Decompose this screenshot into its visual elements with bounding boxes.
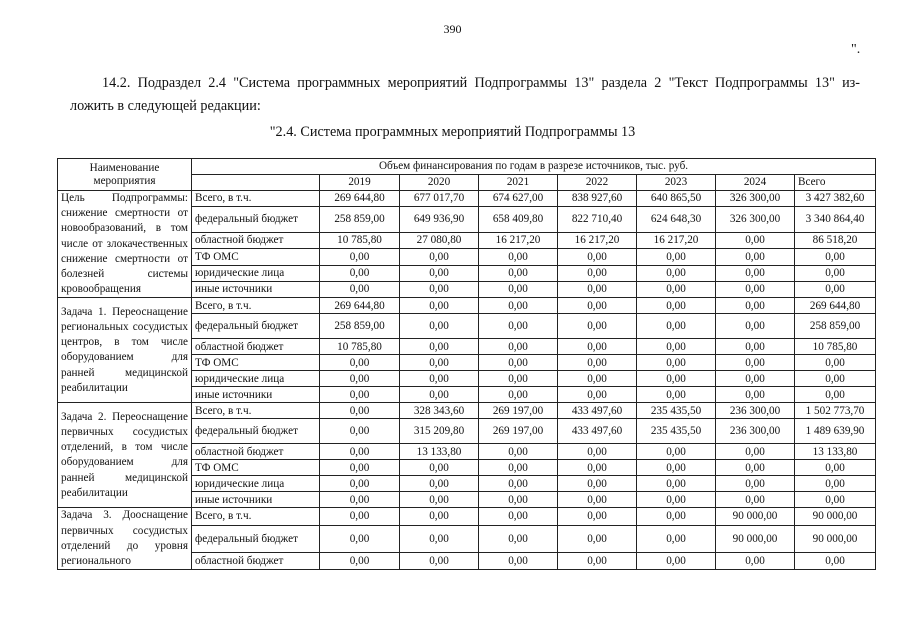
value-cell-2021: 0,00	[479, 552, 558, 569]
value-cell-Всего: 0,00	[795, 371, 876, 387]
value-cell-2022: 0,00	[558, 265, 637, 281]
value-cell-2020: 0,00	[400, 298, 479, 314]
value-cell-2023: 624 648,30	[637, 207, 716, 233]
funding-table	[57, 158, 876, 570]
table-row	[58, 298, 876, 314]
value-cell-2020: 0,00	[400, 282, 479, 298]
value-cell-2021: 0,00	[479, 476, 558, 492]
value-cell-2023: 16 217,20	[637, 232, 716, 248]
intro-line-1: 14.2. Подраздел 2.4 "Система программных мероприятий Подпрограммы 13" раздела 2 "Текст Подпрограммы 13" из-	[102, 75, 860, 91]
header-funding: Объем финансирования по годам в разрезе источников, тыс. руб.	[192, 159, 876, 175]
funding-source: юридические лица	[192, 265, 320, 281]
header-year-2023: 2023	[637, 175, 716, 191]
value-cell-2023: 0,00	[637, 355, 716, 371]
funding-source: ТФ ОМС	[192, 460, 320, 476]
value-cell-2022: 433 497,60	[558, 419, 637, 444]
value-cell-2020: 328 343,60	[400, 403, 479, 419]
funding-source: Всего, в т.ч.	[192, 191, 320, 207]
header-year-2020: 2020	[400, 175, 479, 191]
value-cell-2022: 0,00	[558, 314, 637, 339]
funding-source: областной бюджет	[192, 339, 320, 355]
value-cell-2021: 0,00	[479, 282, 558, 298]
value-cell-Всего: 90 000,00	[795, 508, 876, 525]
value-cell-2024: 326 300,00	[716, 207, 795, 233]
group-name: Задача 2. Переоснащение первичных сосудистых отделений, в том числе оборудованием для ранней медицинской реабилитации	[58, 403, 192, 508]
value-cell-2020: 315 209,80	[400, 419, 479, 444]
value-cell-2021: 0,00	[479, 508, 558, 525]
closing-quote: ".	[851, 42, 861, 57]
value-cell-2022: 0,00	[558, 387, 637, 403]
value-cell-2022: 0,00	[558, 339, 637, 355]
value-cell-2020: 0,00	[400, 265, 479, 281]
value-cell-2024: 236 300,00	[716, 403, 795, 419]
value-cell-Всего: 0,00	[795, 265, 876, 281]
header-year-2019: 2019	[320, 175, 400, 191]
funding-source: ТФ ОМС	[192, 249, 320, 265]
value-cell-2024: 0,00	[716, 476, 795, 492]
funding-source: Всего, в т.ч.	[192, 403, 320, 419]
value-cell-2024: 0,00	[716, 552, 795, 569]
value-cell-2020: 0,00	[400, 249, 479, 265]
value-cell-2021: 0,00	[479, 298, 558, 314]
value-cell-Всего: 0,00	[795, 492, 876, 508]
value-cell-2021: 0,00	[479, 387, 558, 403]
value-cell-2021: 0,00	[479, 339, 558, 355]
value-cell-2023: 640 865,50	[637, 191, 716, 207]
value-cell-2019: 269 644,80	[320, 191, 400, 207]
value-cell-2024: 0,00	[716, 298, 795, 314]
value-cell-2024: 0,00	[716, 232, 795, 248]
value-cell-2023: 0,00	[637, 265, 716, 281]
value-cell-Всего: 86 518,20	[795, 232, 876, 248]
value-cell-2023: 0,00	[637, 339, 716, 355]
value-cell-2021: 269 197,00	[479, 419, 558, 444]
value-cell-Всего: 3 427 382,60	[795, 191, 876, 207]
funding-source: областной бюджет	[192, 232, 320, 248]
value-cell-2020: 13 133,80	[400, 444, 479, 460]
value-cell-2024: 0,00	[716, 314, 795, 339]
value-cell-Всего: 3 340 864,40	[795, 207, 876, 233]
value-cell-2022: 16 217,20	[558, 232, 637, 248]
value-cell-Всего: 0,00	[795, 355, 876, 371]
value-cell-2021: 0,00	[479, 265, 558, 281]
value-cell-2022: 0,00	[558, 371, 637, 387]
value-cell-2024: 90 000,00	[716, 508, 795, 525]
value-cell-2020: 0,00	[400, 355, 479, 371]
value-cell-2020: 0,00	[400, 552, 479, 569]
header-year-2022: 2022	[558, 175, 637, 191]
value-cell-2024: 0,00	[716, 265, 795, 281]
funding-source: Всего, в т.ч.	[192, 298, 320, 314]
intro-paragraph	[70, 72, 860, 118]
value-cell-2023: 0,00	[637, 249, 716, 265]
value-cell-2019: 0,00	[320, 552, 400, 569]
section-title: "2.4. Система программных мероприятий Подпрограммы 13	[269, 124, 636, 140]
header-year-2024: 2024	[716, 175, 795, 191]
funding-source: областной бюджет	[192, 444, 320, 460]
value-cell-Всего: 258 859,00	[795, 314, 876, 339]
value-cell-2023: 0,00	[637, 314, 716, 339]
table-row	[58, 403, 876, 419]
value-cell-2019: 0,00	[320, 355, 400, 371]
value-cell-2022: 0,00	[558, 355, 637, 371]
value-cell-2023: 0,00	[637, 508, 716, 525]
value-cell-2024: 0,00	[716, 355, 795, 371]
value-cell-Всего: 0,00	[795, 460, 876, 476]
value-cell-Всего: 0,00	[795, 476, 876, 492]
value-cell-2019: 0,00	[320, 492, 400, 508]
value-cell-2019: 0,00	[320, 282, 400, 298]
value-cell-2024: 0,00	[716, 282, 795, 298]
value-cell-2021: 0,00	[479, 460, 558, 476]
value-cell-Всего: 0,00	[795, 552, 876, 569]
value-cell-2023: 235 435,50	[637, 403, 716, 419]
value-cell-2021: 674 627,00	[479, 191, 558, 207]
value-cell-2021: 658 409,80	[479, 207, 558, 233]
value-cell-Всего: 1 489 639,90	[795, 419, 876, 444]
value-cell-2021: 0,00	[479, 355, 558, 371]
value-cell-2021: 0,00	[479, 314, 558, 339]
value-cell-2019: 0,00	[320, 508, 400, 525]
group-name: Задача 1. Переоснащение региональных сосудистых центров, в том числе оборудованием для ранней медицинской реабилитации	[58, 298, 192, 403]
value-cell-2019: 0,00	[320, 460, 400, 476]
funding-source: иные источники	[192, 282, 320, 298]
value-cell-2024: 0,00	[716, 492, 795, 508]
value-cell-2019: 10 785,80	[320, 339, 400, 355]
funding-source: федеральный бюджет	[192, 419, 320, 444]
value-cell-2019: 0,00	[320, 476, 400, 492]
value-cell-2023: 0,00	[637, 525, 716, 552]
value-cell-2020: 27 080,80	[400, 232, 479, 248]
value-cell-2022: 0,00	[558, 282, 637, 298]
value-cell-2024: 0,00	[716, 249, 795, 265]
value-cell-Всего: 0,00	[795, 387, 876, 403]
value-cell-2021: 0,00	[479, 444, 558, 460]
value-cell-Всего: 1 502 773,70	[795, 403, 876, 419]
funding-source: юридические лица	[192, 476, 320, 492]
value-cell-2019: 0,00	[320, 265, 400, 281]
value-cell-2022: 0,00	[558, 552, 637, 569]
table-row	[58, 191, 876, 207]
funding-source: ТФ ОМС	[192, 355, 320, 371]
value-cell-Всего: 10 785,80	[795, 339, 876, 355]
value-cell-2022: 0,00	[558, 476, 637, 492]
value-cell-2019: 10 785,80	[320, 232, 400, 248]
header-year-2021: 2021	[479, 175, 558, 191]
value-cell-Всего: 0,00	[795, 249, 876, 265]
value-cell-2023: 0,00	[637, 460, 716, 476]
funding-source: юридические лица	[192, 371, 320, 387]
value-cell-2020: 0,00	[400, 476, 479, 492]
value-cell-2022: 433 497,60	[558, 403, 637, 419]
value-cell-2019: 0,00	[320, 387, 400, 403]
value-cell-2021: 0,00	[479, 492, 558, 508]
value-cell-2019: 258 859,00	[320, 314, 400, 339]
value-cell-2022: 0,00	[558, 298, 637, 314]
value-cell-Всего: 90 000,00	[795, 525, 876, 552]
funding-source: федеральный бюджет	[192, 314, 320, 339]
page-number: 390	[443, 22, 462, 36]
value-cell-2024: 0,00	[716, 460, 795, 476]
value-cell-2024: 236 300,00	[716, 419, 795, 444]
group-name: Цель Подпрограммы: снижение смертности от новообразований, в том числе от злокачественных снижение смертности от болезней системы кровообращения	[58, 191, 192, 298]
value-cell-2019: 0,00	[320, 371, 400, 387]
value-cell-Всего: 269 644,80	[795, 298, 876, 314]
value-cell-2024: 0,00	[716, 444, 795, 460]
intro-line-2: ложить в следующей редакции:	[70, 98, 261, 114]
value-cell-2022: 0,00	[558, 508, 637, 525]
value-cell-2022: 0,00	[558, 249, 637, 265]
value-cell-2021: 16 217,20	[479, 232, 558, 248]
value-cell-2019: 0,00	[320, 444, 400, 460]
value-cell-2022: 0,00	[558, 460, 637, 476]
value-cell-2020: 0,00	[400, 460, 479, 476]
value-cell-2024: 0,00	[716, 387, 795, 403]
value-cell-2023: 0,00	[637, 552, 716, 569]
value-cell-2023: 0,00	[637, 387, 716, 403]
value-cell-2024: 0,00	[716, 339, 795, 355]
funding-source: иные источники	[192, 387, 320, 403]
value-cell-2019: 0,00	[320, 403, 400, 419]
value-cell-2023: 0,00	[637, 476, 716, 492]
value-cell-2021: 0,00	[479, 525, 558, 552]
value-cell-2023: 0,00	[637, 282, 716, 298]
value-cell-2022: 822 710,40	[558, 207, 637, 233]
table-row	[58, 508, 876, 525]
table-body	[58, 191, 876, 570]
value-cell-2023: 0,00	[637, 298, 716, 314]
funding-source: областной бюджет	[192, 552, 320, 569]
funding-source: федеральный бюджет	[192, 207, 320, 233]
value-cell-2019: 0,00	[320, 525, 400, 552]
value-cell-2023: 0,00	[637, 444, 716, 460]
value-cell-2020: 0,00	[400, 314, 479, 339]
value-cell-2024: 0,00	[716, 371, 795, 387]
value-cell-2022: 0,00	[558, 444, 637, 460]
value-cell-2019: 0,00	[320, 419, 400, 444]
funding-source: иные источники	[192, 492, 320, 508]
value-cell-2020: 649 936,90	[400, 207, 479, 233]
header-source-blank	[192, 175, 320, 191]
value-cell-2020: 0,00	[400, 525, 479, 552]
value-cell-2023: 235 435,50	[637, 419, 716, 444]
value-cell-2019: 269 644,80	[320, 298, 400, 314]
header-name: Наименование мероприятия	[58, 159, 192, 191]
value-cell-Всего: 0,00	[795, 282, 876, 298]
value-cell-2020: 0,00	[400, 387, 479, 403]
value-cell-Всего: 13 133,80	[795, 444, 876, 460]
value-cell-2021: 0,00	[479, 371, 558, 387]
header-total: Всего	[795, 175, 876, 191]
value-cell-2022: 838 927,60	[558, 191, 637, 207]
value-cell-2020: 0,00	[400, 492, 479, 508]
funding-source: Всего, в т.ч.	[192, 508, 320, 525]
value-cell-2022: 0,00	[558, 525, 637, 552]
value-cell-2024: 90 000,00	[716, 525, 795, 552]
value-cell-2021: 0,00	[479, 249, 558, 265]
group-name: Задача 3. Дооснащение первичных сосудистых отделений до уровня регионального	[58, 508, 192, 570]
value-cell-2019: 0,00	[320, 249, 400, 265]
value-cell-2020: 0,00	[400, 339, 479, 355]
value-cell-2019: 258 859,00	[320, 207, 400, 233]
value-cell-2020: 677 017,70	[400, 191, 479, 207]
value-cell-2020: 0,00	[400, 371, 479, 387]
value-cell-2021: 269 197,00	[479, 403, 558, 419]
value-cell-2020: 0,00	[400, 508, 479, 525]
value-cell-2024: 326 300,00	[716, 191, 795, 207]
value-cell-2022: 0,00	[558, 492, 637, 508]
value-cell-2023: 0,00	[637, 371, 716, 387]
funding-source: федеральный бюджет	[192, 525, 320, 552]
value-cell-2023: 0,00	[637, 492, 716, 508]
